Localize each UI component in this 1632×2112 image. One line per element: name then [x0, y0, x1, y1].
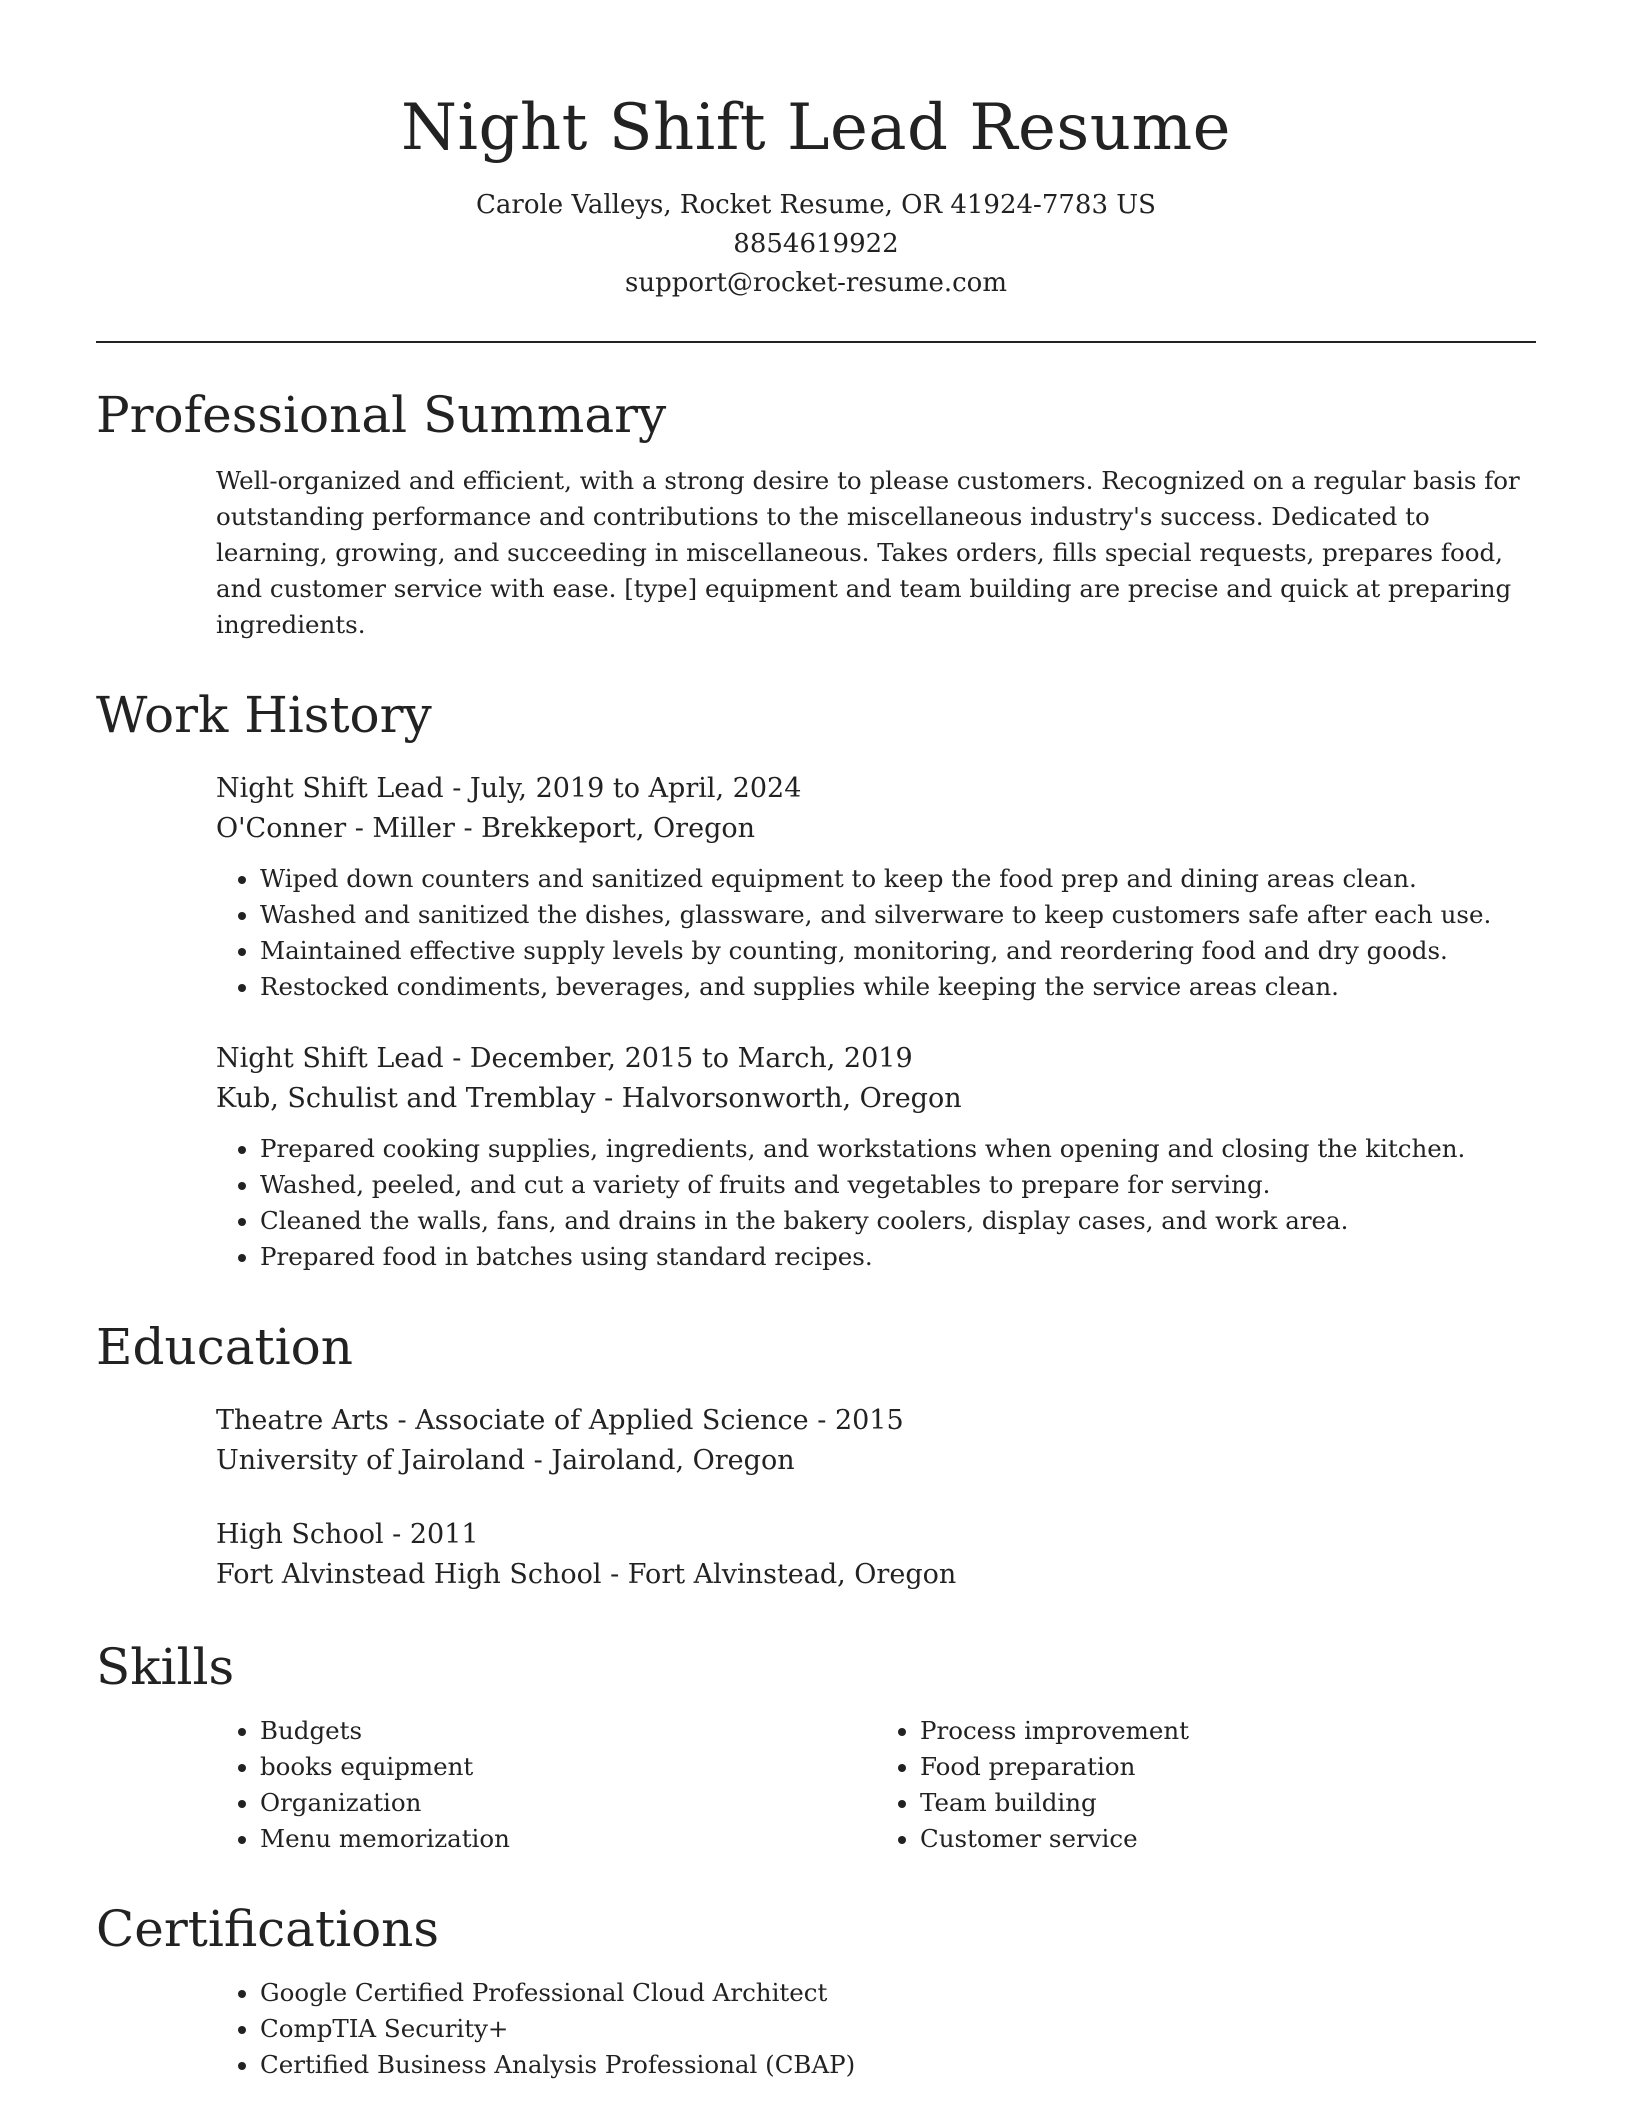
certification-item: • Certified Business Analysis Professional (CBAP) [260, 2047, 1536, 2083]
job-duty: • Wiped down counters and sanitized equipment to keep the food prep and dining areas clean. [260, 861, 1536, 897]
job-duty: • Cleaned the walls, fans, and drains in the bakery coolers, display cases, and work area. [260, 1203, 1536, 1239]
contact-block [96, 186, 1536, 303]
job-entry [216, 1039, 1536, 1275]
job-company-line [216, 1079, 1536, 1119]
job-company: Kub, Schulist and Tremblay [216, 1083, 596, 1114]
skills-column-right [876, 1713, 1536, 1857]
certifications-items [216, 1975, 1536, 2083]
education-year: - 2015 [808, 1405, 904, 1436]
job-title-line [216, 1039, 1536, 1079]
job-location: - Halvorsonworth, Oregon [595, 1083, 962, 1114]
education-school: Fort Alvinstead High School [216, 1559, 602, 1590]
job-duty: • Washed, peeled, and cut a variety of fruits and vegetables to prepare for serving. [260, 1167, 1536, 1203]
skills-heading: Skills [96, 1638, 235, 1696]
job-entry [216, 769, 1536, 1005]
skill-item: • Budgets [260, 1713, 876, 1749]
education-entry [216, 1401, 1536, 1481]
job-company: O'Conner - Miller [216, 813, 455, 844]
skill-item: • Menu memorization [260, 1821, 876, 1857]
work-history-list [96, 769, 1536, 1275]
job-title: Night Shift Lead [216, 773, 444, 804]
summary-text: Well-organized and efficient, with a strong desire to please customers. Recognized on a regular basis for outstanding performance and contributions to the miscellaneous industry's success. Dedicated to learning, growing, and succeeding in miscellaneous. Takes orders, fills special requests, prepares food, and customer service with ease. [type] equipment and team building are precise and quick at preparing ingredients. [216, 466, 1520, 639]
job-duty: • Washed and sanitized the dishes, glassware, and silverware to keep customers safe after each use. [260, 897, 1536, 933]
job-title: Night Shift Lead [216, 1043, 444, 1074]
education-heading: Education [96, 1318, 353, 1376]
education-entry [216, 1515, 1536, 1595]
education-degree-line [216, 1515, 1536, 1555]
skill-item: • Food preparation [920, 1749, 1536, 1785]
education-list [96, 1401, 1536, 1595]
skills-list [96, 1713, 1536, 1857]
job-company-line [216, 809, 1536, 849]
skill-item: • Team building [920, 1785, 1536, 1821]
job-dates: - December, 2015 to March, 2019 [443, 1043, 913, 1074]
job-duties [216, 861, 1536, 1005]
skills-column-left [216, 1713, 876, 1857]
certification-item: • Google Certified Professional Cloud Architect [260, 1975, 1536, 2011]
resume-title: Night Shift Lead Resume [400, 91, 1232, 165]
education-degree-line [216, 1401, 1536, 1441]
education-location: - Jairoland, Oregon [525, 1445, 795, 1476]
job-duty: • Maintained effective supply levels by counting, monitoring, and reordering food and dry goods. [260, 933, 1536, 969]
skill-item: • Process improvement [920, 1713, 1536, 1749]
education-degree: Theatre Arts - Associate of Applied Science [216, 1405, 809, 1436]
job-duty: • Restocked condiments, beverages, and supplies while keeping the service areas clean. [260, 969, 1536, 1005]
job-duty: • Prepared food in batches using standard recipes. [260, 1239, 1536, 1275]
education-location: - Fort Alvinstead, Oregon [601, 1559, 957, 1590]
job-duties [216, 1131, 1536, 1275]
education-school-line [216, 1441, 1536, 1481]
certifications-heading: Certifications [96, 1900, 440, 1958]
education-school: University of Jairoland [216, 1445, 526, 1476]
certification-item: • CompTIA Security+ [260, 2011, 1536, 2047]
education-school-line [216, 1555, 1536, 1595]
contact-phone: 8854619922 [733, 229, 899, 259]
job-dates: - July, 2019 to April, 2024 [443, 773, 802, 804]
work-history-heading: Work History [96, 686, 432, 744]
contact-email: support@rocket-resume.com [624, 268, 1007, 298]
header-divider [96, 341, 1536, 343]
certifications-list [96, 1975, 1536, 2083]
education-year: - 2011 [383, 1519, 479, 1550]
job-location: - Brekkeport, Oregon [454, 813, 755, 844]
contact-address: Carole Valleys, Rocket Resume, OR 41924-7783 US [476, 190, 1156, 220]
job-duty: • Prepared cooking supplies, ingredients, and workstations when opening and closing the kitchen. [260, 1131, 1536, 1167]
skill-item: • Customer service [920, 1821, 1536, 1857]
skill-item: • Organization [260, 1785, 876, 1821]
summary-heading: Professional Summary [96, 386, 667, 444]
skill-item: • books equipment [260, 1749, 876, 1785]
education-degree: High School [216, 1519, 384, 1550]
job-title-line [216, 769, 1536, 809]
